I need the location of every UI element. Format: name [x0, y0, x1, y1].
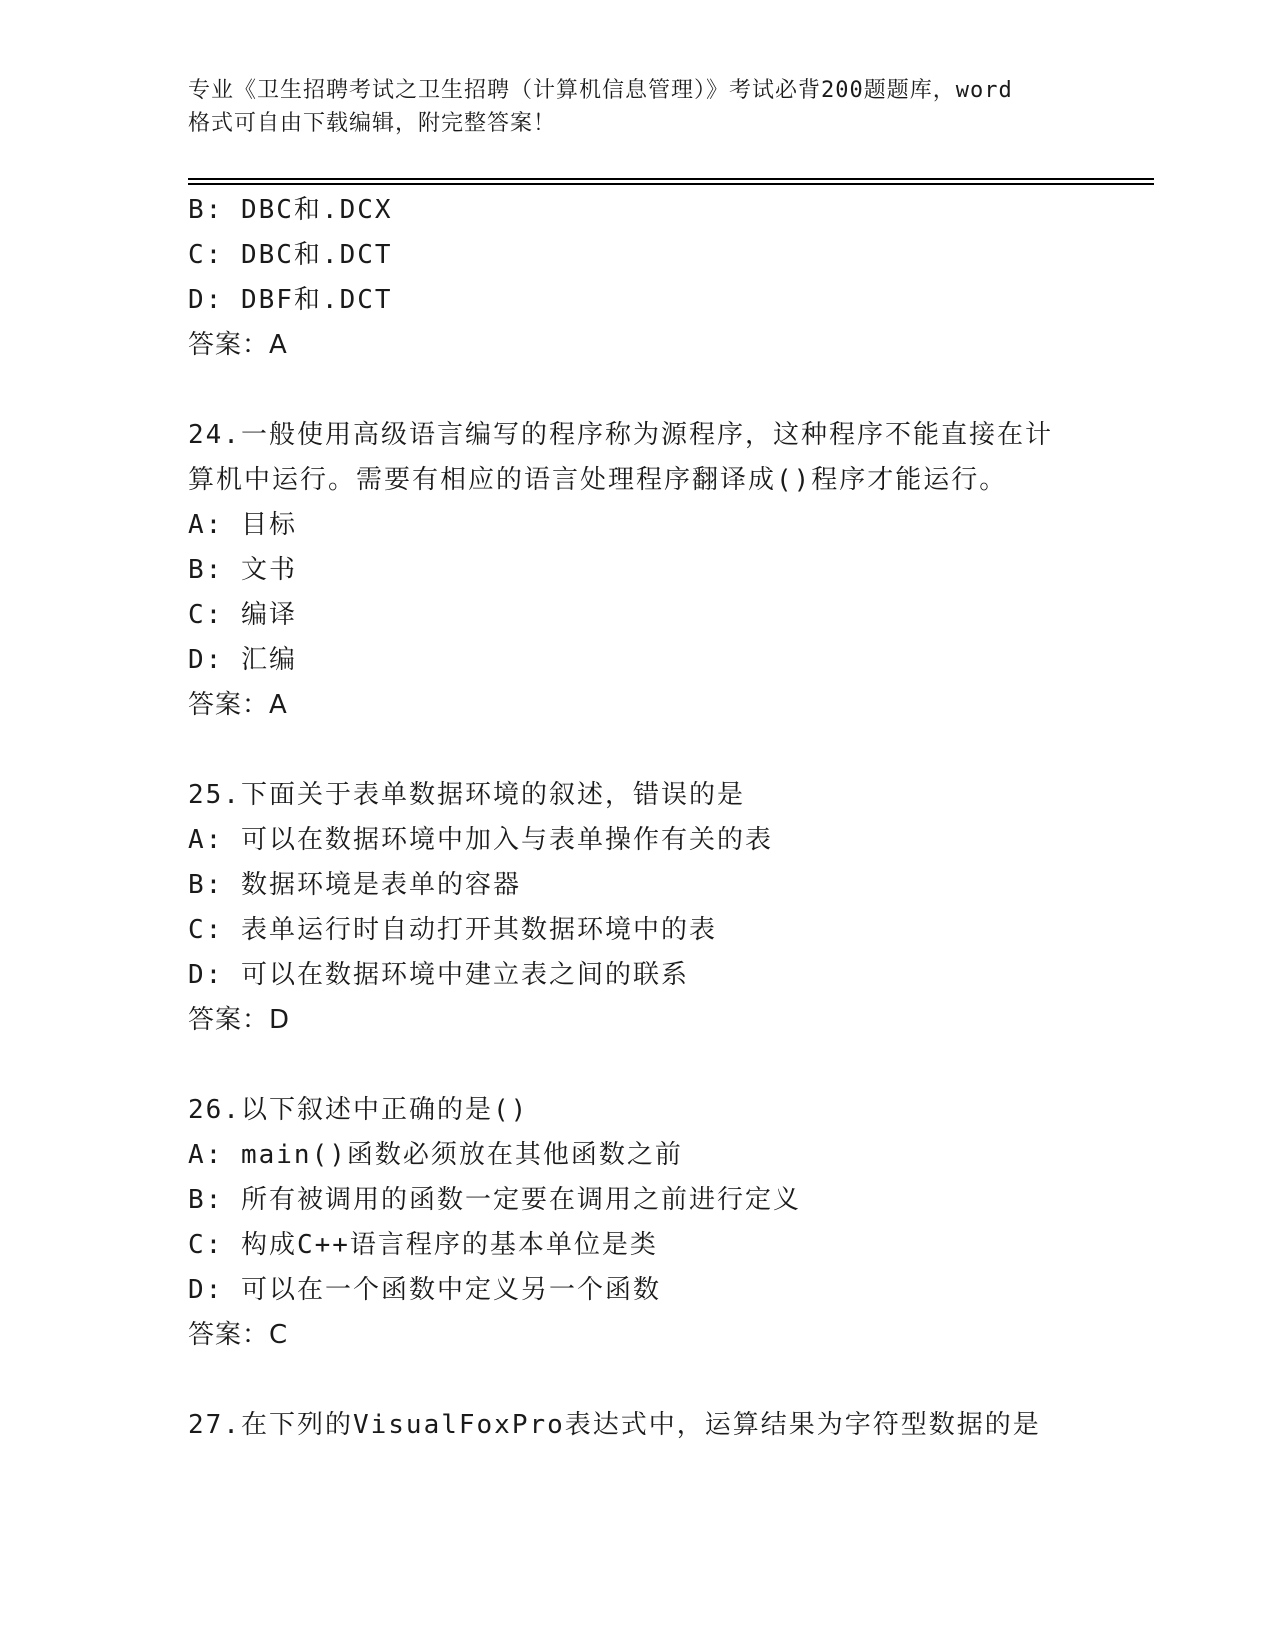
q26-stem: 26.以下叙述中正确的是() [188, 1095, 529, 1125]
header-divider-top [188, 178, 1154, 180]
q26-option-c: C: 构成C++语言程序的基本单位是类 [188, 1230, 658, 1260]
q25-option-a: A: 可以在数据环境中加入与表单操作有关的表 [188, 825, 773, 855]
q24-option-d: D: 汇编 [188, 645, 297, 675]
header-line-1: 专业《卫生招聘考试之卫生招聘（计算机信息管理）》考试必背200题题库，word [188, 78, 1013, 103]
q25-stem: 25.下面关于表单数据环境的叙述，错误的是 [188, 780, 745, 810]
q25-answer: 答案：D [188, 1005, 291, 1035]
q24-stem-line-2: 算机中运行。需要有相应的语言处理程序翻译成()程序才能运行。 [188, 465, 1008, 495]
q26-option-a: A: main()函数必须放在其他函数之前 [188, 1140, 683, 1170]
q24-stem-line-1: 24.一般使用高级语言编写的程序称为源程序，这种程序不能直接在计 [188, 420, 1053, 450]
q24-answer: 答案：A [188, 690, 288, 720]
header-line-2: 格式可自由下载编辑，附完整答案！ [188, 111, 557, 136]
q26-option-b: B: 所有被调用的函数一定要在调用之前进行定义 [188, 1185, 801, 1215]
q24-option-b: B: 文书 [188, 555, 297, 585]
q25-option-b: B: 数据环境是表单的容器 [188, 870, 521, 900]
q25-option-c: C: 表单运行时自动打开其数据环境中的表 [188, 915, 717, 945]
q23-option-b: B: DBC和.DCX [188, 195, 393, 225]
q25-option-d: D: 可以在数据环境中建立表之间的联系 [188, 960, 689, 990]
q24-option-a: A: 目标 [188, 510, 297, 540]
document-header [188, 74, 1088, 140]
q23-answer: 答案：A [188, 330, 288, 360]
q26-option-d: D: 可以在一个函数中定义另一个函数 [188, 1275, 661, 1305]
q23-option-d: D: DBF和.DCT [188, 285, 393, 315]
q26-answer: 答案：C [188, 1320, 289, 1350]
q24-option-c: C: 编译 [188, 600, 297, 630]
q23-option-c: C: DBC和.DCT [188, 240, 393, 270]
header-divider-bottom [188, 183, 1154, 185]
q27-stem: 27.在下列的VisualFoxPro表达式中，运算结果为字符型数据的是 [188, 1410, 1041, 1440]
